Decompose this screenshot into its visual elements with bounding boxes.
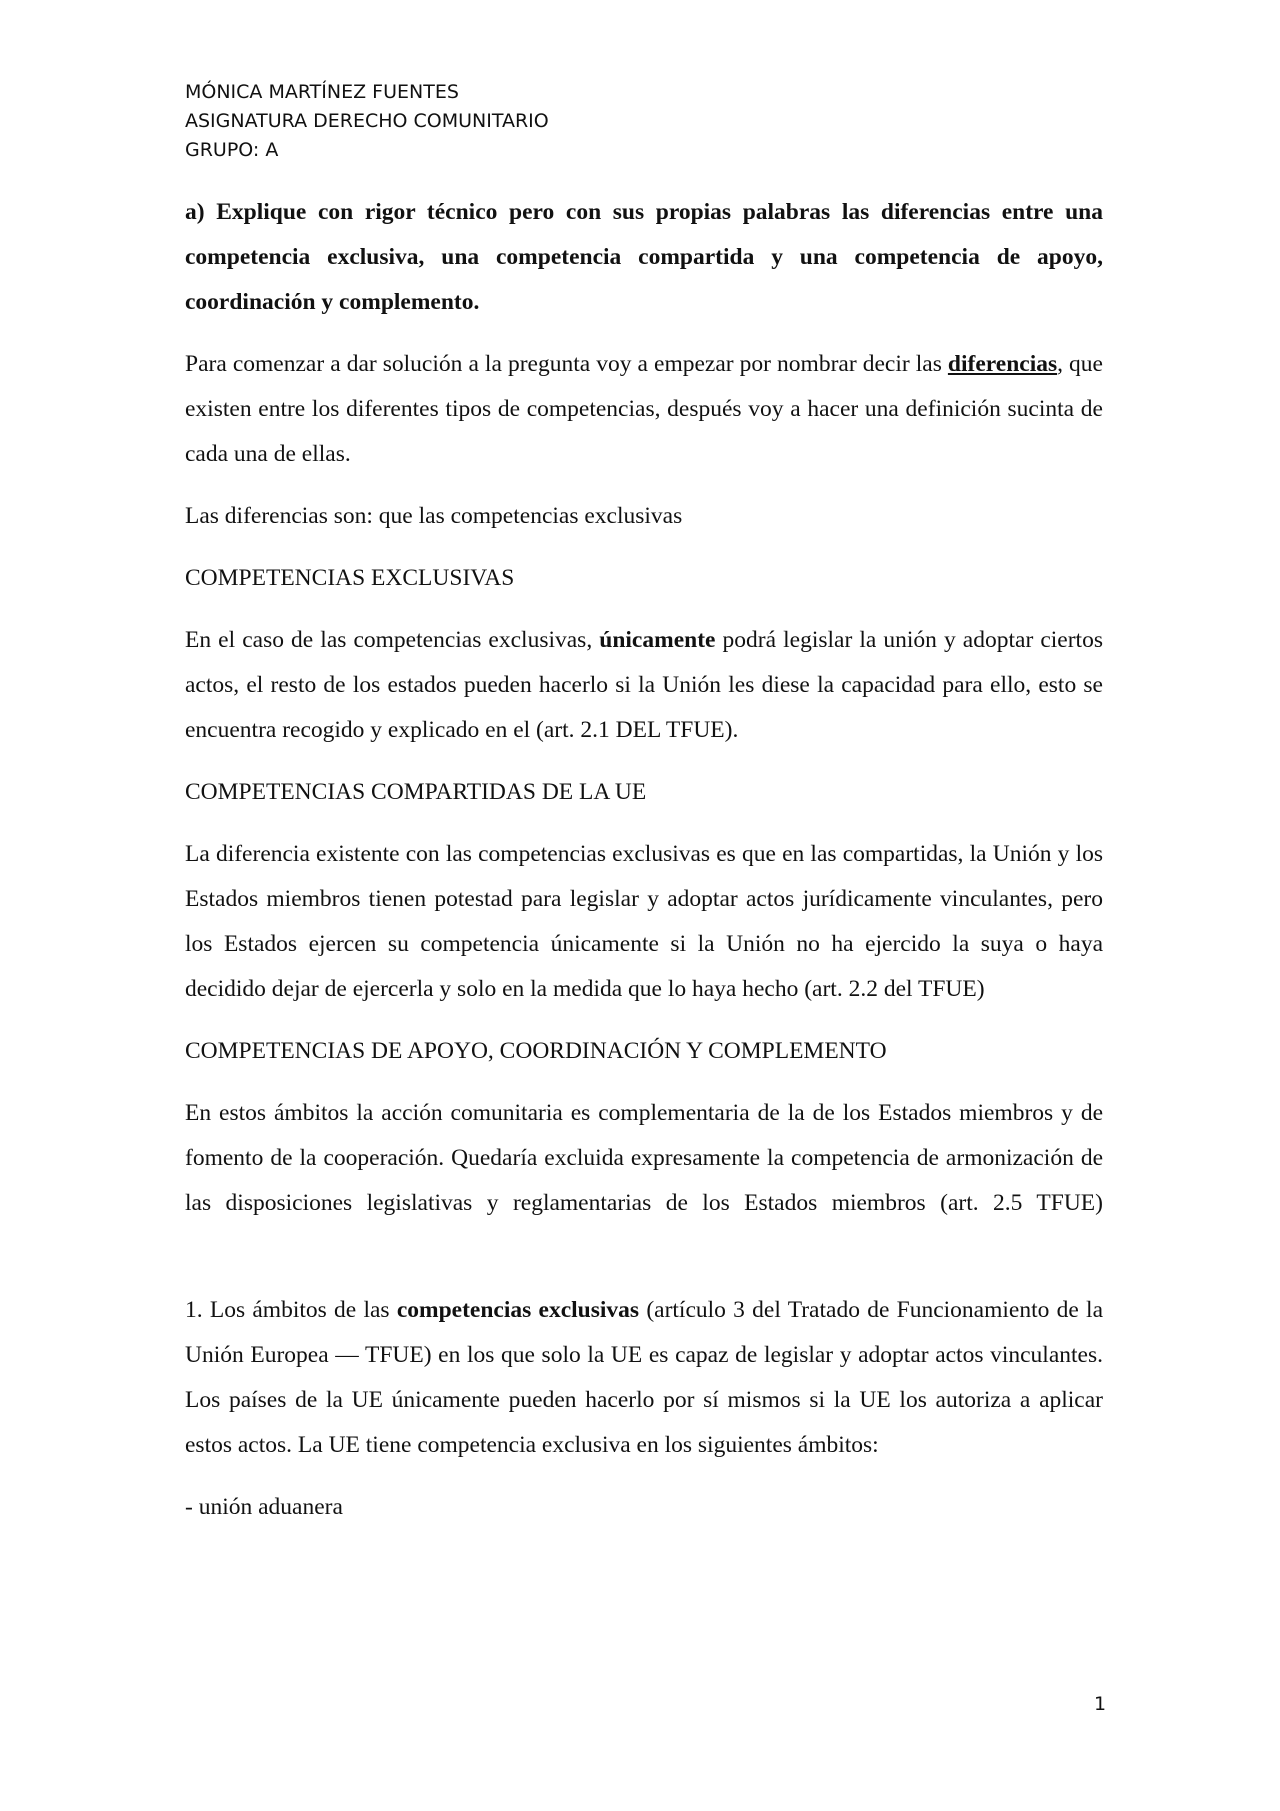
section-text-exclusive <box>185 618 1103 753</box>
section-heading-exclusive: COMPETENCIAS EXCLUSIVAS <box>185 565 515 591</box>
intro-text-after: , que existen entre los diferentes tipos de competencias, después voy a hacer una definición sucinta de cada una de ellas. <box>185 351 1103 467</box>
section-text-support: En estos ámbitos la acción comunitaria es complementaria de la de los Estados miembros y de fomento de la cooperación. Quedaría excluida expresamente la competencia de armonización de las disposiciones legislativas y reglamentarias de los Estados miembros (art. 2.5 TFUE) <box>185 1100 1103 1216</box>
document-header <box>185 78 549 165</box>
subject-name: ASIGNATURA DERECHO COMUNITARIO <box>185 110 549 132</box>
numbered-text-after: (artículo 3 del Tratado de Funcionamiento de la Unión Europea — TFUE) en los que solo la UE es capaz de legislar y adoptar actos vinculantes. Los países de la UE únicamente pueden hacerlo por sí mismos si la UE los autoriza a aplicar estos actos. La UE tiene competencia exclusiva en los siguientes ámbitos: <box>185 1297 1103 1458</box>
intro-paragraph <box>185 342 1103 477</box>
page-number: 1 <box>1094 1693 1107 1715</box>
section-heading-shared: COMPETENCIAS COMPARTIDAS DE LA UE <box>185 779 647 805</box>
numbered-emphasis: competencias exclusivas <box>396 1297 640 1323</box>
intro-emphasis: diferencias <box>947 351 1058 377</box>
document-body <box>185 190 1103 1547</box>
numbered-paragraph <box>185 1288 1103 1468</box>
differences-line: Las diferencias son: que las competencias exclusivas <box>185 503 683 529</box>
numbered-text-before: 1. Los ámbitos de las <box>185 1297 397 1323</box>
exclusive-text-before: En el caso de las competencias exclusivas, <box>185 627 600 653</box>
author-name: MÓNICA MARTÍNEZ FUENTES <box>185 81 459 103</box>
intro-text-before: Para comenzar a dar solución a la pregunta voy a empezar por nombrar decir las <box>185 351 948 377</box>
exclusive-emphasis: únicamente <box>599 627 716 653</box>
exclusive-text-after: podrá legislar la unión y adoptar ciertos actos, el resto de los estados pueden hacerlo si la Unión les diese la capacidad para ello, esto se encuentra recogido y explicado en el (art. 2.1 DEL TFUE). <box>185 627 1103 743</box>
section-text-shared: La diferencia existente con las competencias exclusivas es que en las compartidas, la Unión y los Estados miembros tienen potestad para legislar y adoptar actos jurídicamente vinculantes, pero los Estados ejercen su competencia únicamente si la Unión no ha ejercido la suya o haya decidido dejar de ejercerla y solo en la medida que lo haya hecho (art. 2.2 del TFUE) <box>185 841 1103 1002</box>
question-paragraph: a) Explique con rigor técnico pero con sus propias palabras las diferencias entre una competencia exclusiva, una competencia compartida y una competencia de apoyo, coordinación y complemento. <box>185 199 1103 315</box>
section-heading-support: COMPETENCIAS DE APOYO, COORDINACIÓN Y COMPLEMENTO <box>185 1038 887 1064</box>
list-item: - unión aduanera <box>185 1494 343 1520</box>
group-label: GRUPO: A <box>185 139 279 161</box>
